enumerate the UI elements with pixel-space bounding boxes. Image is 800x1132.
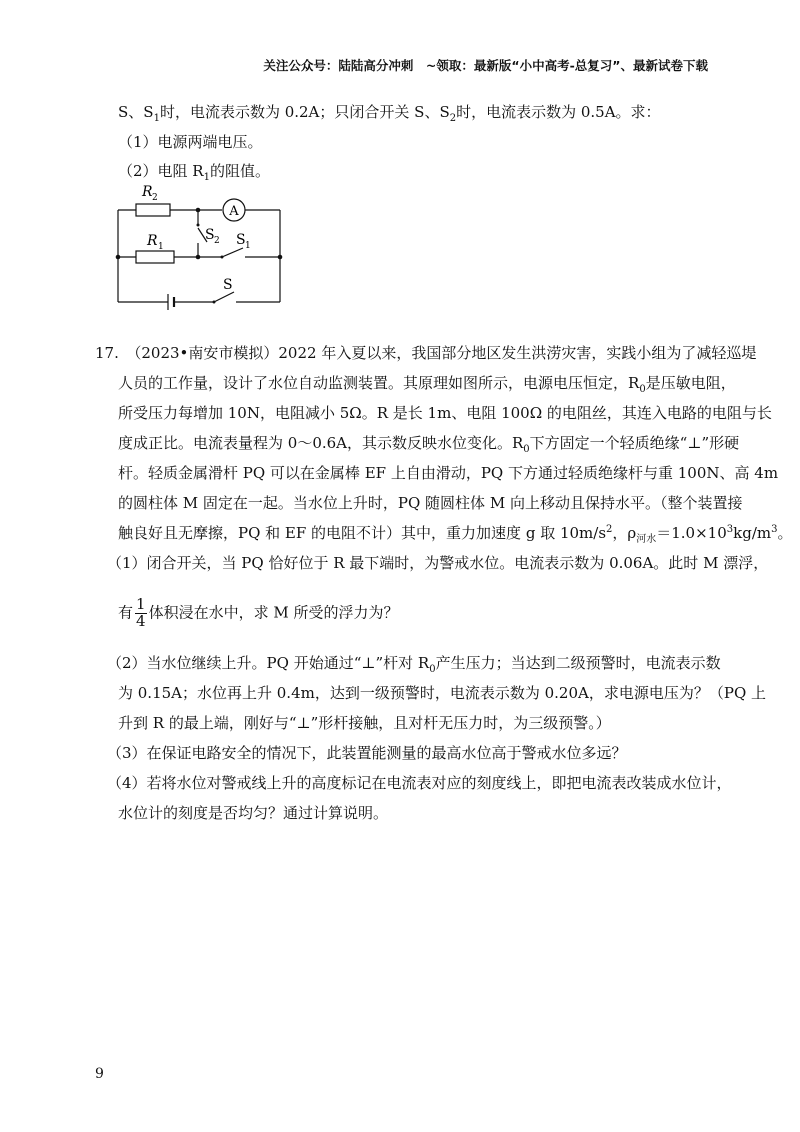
problem-17-q3: （3）在保证电路安全的情况下，此装置能测量的最高水位高于警戒水位多远？	[107, 744, 627, 762]
s-label: S	[223, 277, 233, 293]
prev-question-1: （1）电源两端电压。	[118, 133, 263, 151]
switch-s	[214, 292, 234, 302]
problem-17-line-3: 所受压力每增加 10N，电阻减小 5Ω。R 是长 1m、电阻 100Ω 的电阻丝，其连入电路的电阻与长	[118, 404, 772, 422]
s2-subscript: 2	[214, 236, 220, 246]
prev-text-line-1: S、$S_1$时，电流表示数为 0.2A；只闭合开关 S、$S_2$时，电流表示数为 0.5A。求：	[118, 103, 661, 124]
switch-s1	[222, 248, 243, 257]
prev-question-2: （2）电阻 $R_1$的阻值。	[118, 162, 270, 183]
r1-subscript: 1	[158, 242, 164, 252]
s1-label: S	[236, 232, 246, 248]
page-header: 关注公众号：陆陆高分冲刺 ~领取：最新版“小中高考-总复习”、最新试卷下载	[263, 58, 708, 73]
problem-17-q2-line-1: （2）当水位继续上升。PQ 开始通过“⊥”杆对 $R_0$产生压力；当达到二级预警时，电流表示数	[107, 654, 721, 675]
problem-17-q4-line-1: （4）若将水位对警戒线上升的高度标记在电流表对应的刻度线上，即把电流表改装成水位计，	[107, 774, 732, 792]
s2-label: S	[205, 227, 215, 243]
problem-17-line-5: 杆。轻质金属滑杆 PQ 可以在金属棒 EF 上自由滑动，PQ 下方通过轻质绝缘杆与重 100N、高 4m	[118, 464, 779, 482]
problem-17-q2-line-3: 升到 R 的最上端，刚好与“⊥”形杆接触，且对杆无压力时，为三级预警。）	[118, 714, 611, 732]
problem-17-line-6: 的圆柱体 M 固定在一起。当水位上升时，PQ 随圆柱体 M 向上移动且保持水平。（整个装置接	[118, 494, 743, 512]
problem-17-q4-line-2: 水位计的刻度是否均匀？通过计算说明。	[118, 804, 389, 822]
problem-17-line-4: 度成正比。电流表量程为 0～0.6A，其示数反映水位变化。$R_0$下方固定一个轻质绝缘“⊥”形硬	[118, 434, 740, 455]
problem-17-q1-line-1: （1）闭合开关，当 PQ 恰好位于 R 最下端时，为警戒水位。电流表示数为 0.06A。此时 M 漂浮，	[107, 554, 769, 572]
r2-label: R	[142, 184, 153, 200]
fraction-one-quarter: $\frac{1}{4}$	[136, 595, 146, 630]
r2-subscript: 2	[152, 193, 158, 203]
problem-17-line-2: 人员的工作量，设计了水位自动监测装置。其原理如图所示，电源电压恒定，$R_0$是压敏电阻，	[118, 374, 736, 395]
s1-subscript: 1	[245, 241, 251, 251]
problem-17-q2-line-2: 为 0.15A；水位再上升 0.4m，达到一级预警时，电流表示数为 0.20A，求电源电压为？（PQ 上	[118, 684, 767, 702]
resistor-r2	[136, 204, 170, 216]
resistor-r1	[136, 251, 174, 263]
page-number: 9	[95, 1066, 104, 1082]
problem-17-line-7: 触良好且无摩擦，PQ 和 EF 的电阻不计）其中，重力加速度 g 取 $10m/s^2$，$\rho_{河水}=1.0\times 10^3kg/m^3$。	[118, 524, 793, 545]
problem-17-q1-line-2: 有 $\frac{1}{4}$ 体积浸在水中，求 M 所受的浮力为？	[118, 595, 399, 630]
ammeter-label: A	[229, 204, 239, 219]
r1-label: R	[147, 233, 158, 249]
problem-17-line-1: 17. （2023•南安市模拟）2022 年入夏以来，我国部分地区发生洪涝灾害，实践小组为了减轻巡堤	[95, 344, 757, 362]
circuit-diagram	[110, 178, 300, 310]
